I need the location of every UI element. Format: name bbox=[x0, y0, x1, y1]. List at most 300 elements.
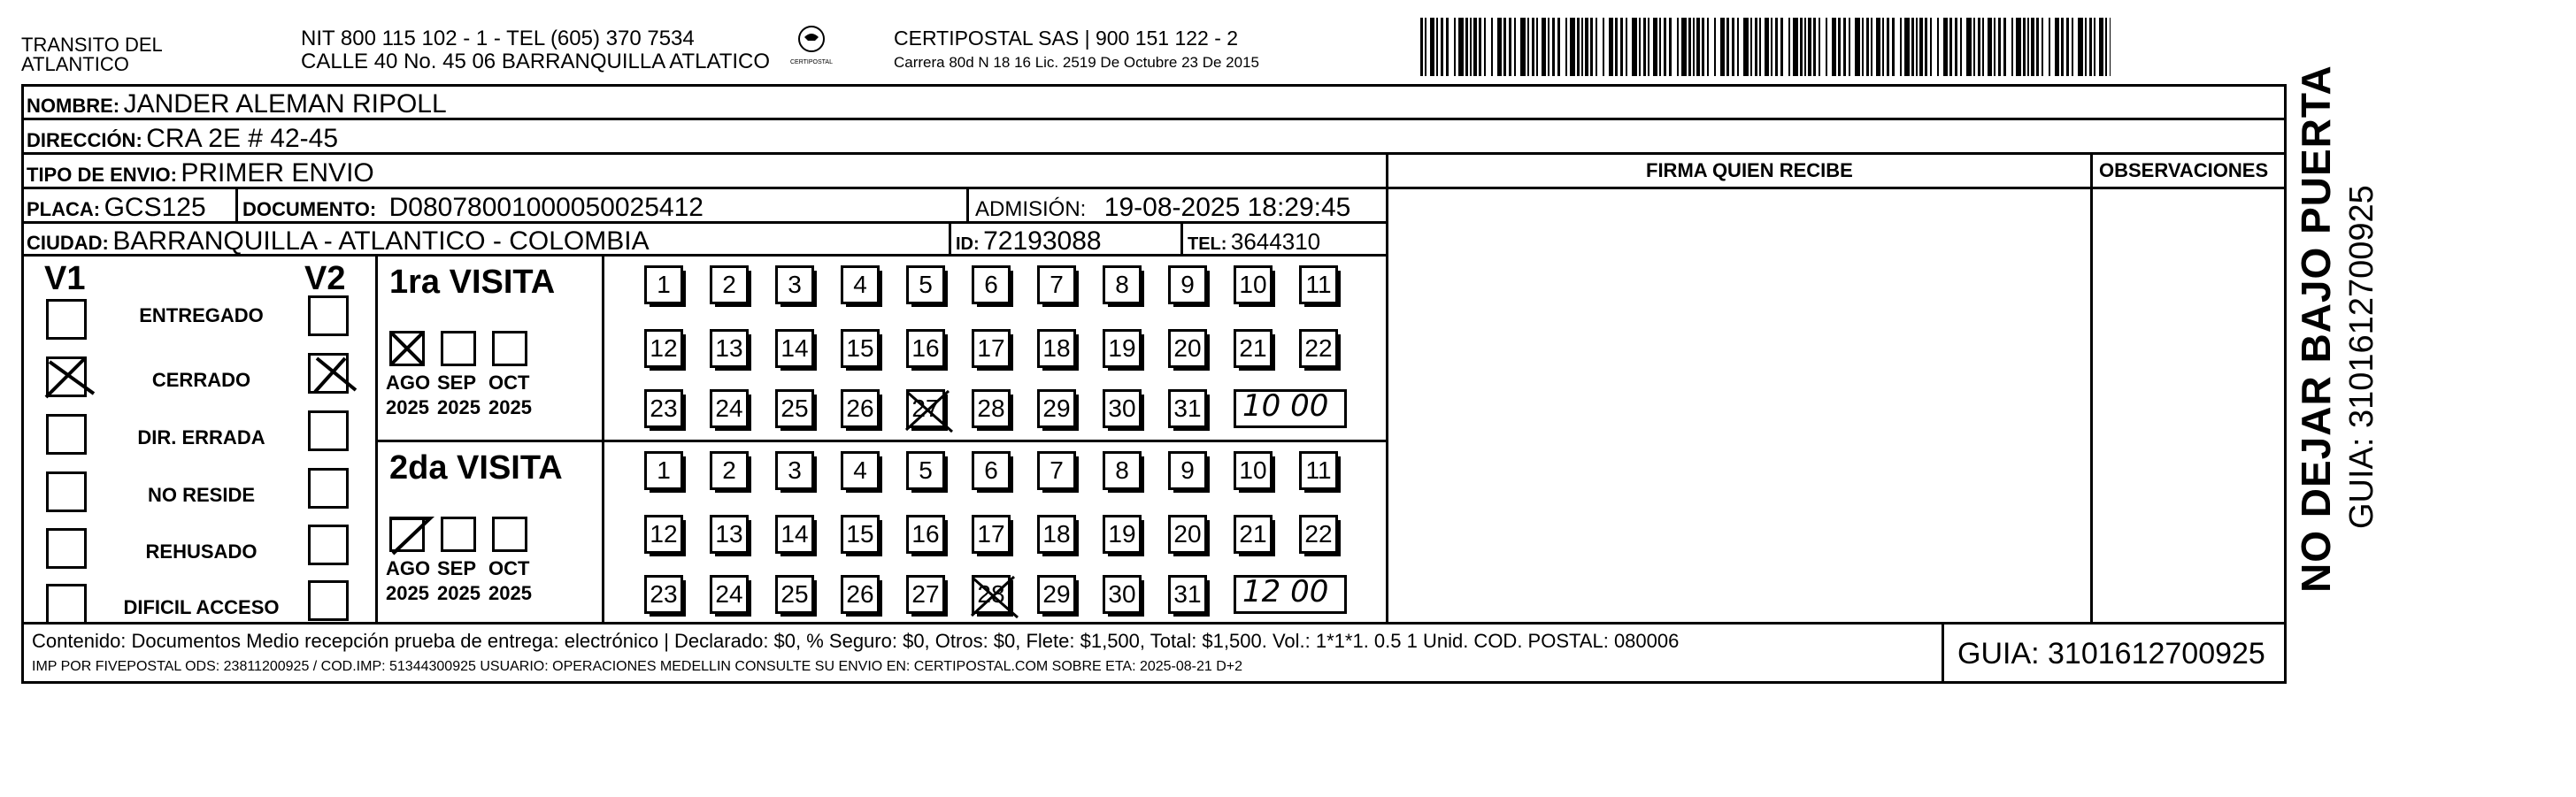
col-divider bbox=[1386, 152, 1388, 624]
barcode-bar bbox=[1892, 18, 1895, 76]
content-line: Contenido: Documentos Medio recepción prueba de entrega: electrónico | Declarado: $0, % Seguro: $0, Otros: $0, Flete: $1,500, Total: $1,500. Vol.: 1*1*1. 0.5 1 Unid. COD. POSTAL: 080006 bbox=[32, 630, 1680, 652]
day-number: 22 bbox=[1304, 334, 1333, 362]
day-number: 29 bbox=[1042, 580, 1071, 608]
day-number: 18 bbox=[1042, 520, 1071, 548]
barcode-bar bbox=[1527, 18, 1529, 76]
barcode-bar bbox=[1639, 18, 1641, 76]
side-guia: GUIA: 3101612700925 bbox=[2343, 185, 2380, 529]
day-box[interactable] bbox=[710, 451, 749, 490]
barcode-bar bbox=[1470, 18, 1472, 76]
day-box[interactable] bbox=[1103, 265, 1142, 304]
visit-title: 1ra VISITA bbox=[389, 264, 556, 301]
day-box[interactable] bbox=[775, 515, 814, 554]
barcode-bar bbox=[1780, 18, 1783, 76]
day-number: 13 bbox=[715, 334, 743, 362]
name-value: JANDER ALEMAN RIPOLL bbox=[123, 89, 447, 119]
address-row bbox=[27, 126, 338, 152]
barcode-bar bbox=[1653, 18, 1657, 76]
barcode-bar bbox=[1491, 18, 1493, 76]
id-value: 72193088 bbox=[983, 226, 1102, 256]
barcode-bar bbox=[1557, 18, 1560, 76]
barcode-bar bbox=[1904, 18, 1910, 76]
visit-title: 2da VISITA bbox=[389, 449, 563, 487]
barcode-bar bbox=[1643, 18, 1646, 76]
day-number: 1 bbox=[657, 456, 671, 484]
day-number: 23 bbox=[650, 580, 678, 608]
day-box[interactable] bbox=[1234, 329, 1273, 368]
barcode-bar bbox=[1788, 18, 1790, 76]
day-box[interactable] bbox=[1037, 329, 1076, 368]
day-box[interactable] bbox=[644, 575, 683, 614]
status-option-label: ENTREGADO bbox=[139, 304, 264, 326]
barcode-bar bbox=[1759, 18, 1761, 76]
day-number: 26 bbox=[846, 395, 874, 422]
day-number: 28 bbox=[977, 580, 1005, 608]
day-number: 25 bbox=[780, 395, 809, 422]
barcode-bar bbox=[1855, 18, 1860, 76]
day-box[interactable] bbox=[775, 265, 814, 304]
check-mark-icon bbox=[386, 513, 435, 562]
barcode-bar bbox=[1937, 18, 1939, 76]
barcode-bar bbox=[1659, 18, 1661, 76]
barcode bbox=[1420, 18, 2112, 76]
barcode-bar bbox=[1813, 18, 1816, 76]
day-box[interactable] bbox=[1103, 451, 1142, 490]
day-box[interactable] bbox=[1234, 515, 1273, 554]
row-divider bbox=[21, 152, 2287, 155]
barcode-bar bbox=[1565, 18, 1567, 76]
day-number: 5 bbox=[919, 271, 933, 298]
barcode-bar bbox=[1648, 18, 1649, 76]
barcode-bar bbox=[1988, 18, 1992, 76]
barcode-bar bbox=[1982, 18, 1984, 76]
day-box[interactable] bbox=[906, 515, 945, 554]
barcode-bar bbox=[1430, 18, 1434, 76]
cell-divider bbox=[949, 221, 951, 255]
year-label: 2025 bbox=[437, 396, 481, 418]
barcode-bar bbox=[1681, 18, 1687, 76]
col-divider bbox=[2090, 152, 2093, 624]
barcode-bar bbox=[1737, 18, 1739, 76]
v2-label: V2 bbox=[304, 260, 346, 297]
day-box[interactable] bbox=[710, 515, 749, 554]
day-number: 15 bbox=[846, 520, 874, 548]
day-box[interactable] bbox=[841, 265, 880, 304]
day-number: 14 bbox=[780, 334, 809, 362]
document-cell bbox=[242, 195, 704, 221]
send-type-row bbox=[27, 160, 374, 187]
day-box[interactable] bbox=[644, 451, 683, 490]
day-number: 16 bbox=[911, 334, 940, 362]
city-cell bbox=[27, 228, 650, 255]
day-number: 27 bbox=[911, 580, 940, 608]
day-number: 30 bbox=[1108, 395, 1136, 422]
day-number: 24 bbox=[715, 580, 743, 608]
v2-checkbox[interactable] bbox=[308, 580, 349, 621]
visit-divider bbox=[602, 254, 604, 624]
month-label: SEP bbox=[437, 557, 477, 579]
day-box[interactable] bbox=[906, 451, 945, 490]
footer-divider bbox=[21, 622, 2287, 625]
day-box[interactable] bbox=[1037, 515, 1076, 554]
day-number: 1 bbox=[657, 271, 671, 298]
day-number: 7 bbox=[1050, 456, 1064, 484]
document-value: D08078001000050025412 bbox=[388, 193, 704, 222]
v1-checkbox[interactable] bbox=[46, 299, 87, 340]
v2-checkbox[interactable] bbox=[308, 525, 349, 565]
day-box[interactable] bbox=[1168, 451, 1207, 490]
side-warning: NO DEJAR BAJO PUERTA bbox=[2293, 65, 2339, 593]
barcode-bar bbox=[1542, 18, 1546, 76]
barcode-bar bbox=[1441, 18, 1443, 76]
barcode-bar bbox=[2016, 18, 2021, 76]
address-value: CRA 2E # 42-45 bbox=[146, 124, 339, 153]
barcode-bar bbox=[1826, 18, 1827, 76]
barcode-bar bbox=[1732, 18, 1734, 76]
day-box[interactable] bbox=[1168, 389, 1207, 428]
day-box[interactable] bbox=[1168, 265, 1207, 304]
barcode-bar bbox=[1804, 18, 1806, 76]
day-box[interactable] bbox=[841, 389, 880, 428]
day-number: 12 bbox=[650, 334, 678, 362]
day-number: 21 bbox=[1239, 334, 1267, 362]
day-box[interactable] bbox=[775, 451, 814, 490]
barcode-bar bbox=[1843, 18, 1846, 76]
day-box[interactable] bbox=[906, 575, 945, 614]
day-box[interactable] bbox=[1168, 575, 1207, 614]
admission-label: ADMISIÓN: bbox=[975, 197, 1087, 221]
day-box[interactable] bbox=[1037, 389, 1076, 428]
v2-checkbox[interactable] bbox=[308, 295, 349, 336]
month-label: OCT bbox=[488, 372, 530, 394]
day-box[interactable] bbox=[775, 575, 814, 614]
day-number: 27 bbox=[911, 395, 940, 422]
v1-checkbox[interactable] bbox=[46, 471, 87, 512]
barcode-bar bbox=[1765, 18, 1769, 76]
day-box[interactable] bbox=[1168, 515, 1207, 554]
address-line: CALLE 40 No. 45 06 BARRANQUILLA ATLATICO bbox=[301, 50, 771, 73]
check-mark-icon bbox=[310, 351, 363, 405]
barcode-bar bbox=[1819, 18, 1820, 76]
day-box[interactable] bbox=[1103, 515, 1142, 554]
nit-line: NIT 800 115 102 - 1 - TEL (605) 370 7534 bbox=[301, 27, 695, 50]
logo-text: CERTIPOSTAL bbox=[790, 59, 833, 65]
barcode-bar bbox=[1838, 18, 1841, 76]
day-box[interactable] bbox=[972, 451, 1011, 490]
barcode-bar bbox=[2049, 18, 2050, 76]
barcode-bar bbox=[1832, 18, 1836, 76]
v1-label: V1 bbox=[44, 260, 86, 297]
day-box[interactable] bbox=[1037, 451, 1076, 490]
day-box[interactable] bbox=[972, 329, 1011, 368]
barcode-bar bbox=[1536, 18, 1538, 76]
barcode-bar bbox=[1808, 18, 1811, 76]
logo-icon bbox=[790, 25, 833, 55]
check-mark-icon bbox=[386, 327, 430, 376]
day-box[interactable] bbox=[972, 515, 1011, 554]
day-number: 6 bbox=[984, 271, 998, 298]
barcode-bar bbox=[1849, 18, 1850, 76]
barcode-bar bbox=[1919, 18, 1923, 76]
day-box[interactable] bbox=[841, 515, 880, 554]
day-number: 17 bbox=[977, 334, 1005, 362]
name-row bbox=[27, 91, 447, 118]
barcode-bar bbox=[2105, 18, 2107, 76]
day-number: 30 bbox=[1108, 580, 1136, 608]
barcode-bar bbox=[2089, 18, 2092, 76]
barcode-bar bbox=[1688, 18, 1691, 76]
month-checkbox[interactable] bbox=[492, 331, 527, 366]
cell-divider bbox=[966, 187, 969, 222]
status-option-label: REHUSADO bbox=[145, 540, 258, 563]
day-mark-icon bbox=[968, 570, 1023, 627]
barcode-bar bbox=[2042, 18, 2043, 76]
barcode-bar bbox=[1497, 18, 1502, 76]
day-number: 6 bbox=[984, 456, 998, 484]
barcode-bar bbox=[2003, 18, 2006, 76]
day-number: 5 bbox=[919, 456, 933, 484]
certipostal-logo bbox=[790, 25, 833, 67]
day-box[interactable] bbox=[1037, 575, 1076, 614]
day-box[interactable] bbox=[1037, 265, 1076, 304]
day-number: 25 bbox=[780, 580, 809, 608]
barcode-bar bbox=[1479, 18, 1481, 76]
barcode-bar bbox=[1570, 18, 1575, 76]
barcode-bar bbox=[2036, 18, 2039, 76]
day-box[interactable] bbox=[644, 329, 683, 368]
barcode-bar bbox=[1548, 18, 1549, 76]
day-box[interactable] bbox=[841, 575, 880, 614]
v2-checkbox[interactable] bbox=[308, 410, 349, 451]
barcode-bar bbox=[1677, 18, 1679, 76]
barcode-bar bbox=[1750, 18, 1752, 76]
barcode-bar bbox=[1955, 18, 1957, 76]
day-number: 19 bbox=[1108, 520, 1136, 548]
day-number: 21 bbox=[1239, 520, 1267, 548]
day-box[interactable] bbox=[710, 265, 749, 304]
day-number: 4 bbox=[853, 271, 867, 298]
send-type-value: PRIMER ENVIO bbox=[181, 158, 374, 188]
barcode-bar bbox=[1998, 18, 2001, 76]
day-box[interactable] bbox=[710, 329, 749, 368]
city-label: CIUDAD: bbox=[27, 232, 109, 254]
tel-value: 3644310 bbox=[1230, 228, 1321, 255]
barcode-bar bbox=[1960, 18, 1962, 76]
barcode-bar bbox=[2055, 18, 2059, 76]
day-box[interactable] bbox=[775, 329, 814, 368]
barcode-bar bbox=[1603, 18, 1604, 76]
day-box[interactable] bbox=[1103, 575, 1142, 614]
time-note: 12 00 bbox=[1242, 574, 1329, 609]
day-box[interactable] bbox=[710, 575, 749, 614]
barcode-bar bbox=[1446, 18, 1449, 76]
day-number: 22 bbox=[1304, 520, 1333, 548]
day-box[interactable] bbox=[1168, 329, 1207, 368]
barcode-bar bbox=[1949, 18, 1952, 76]
day-number: 7 bbox=[1050, 271, 1064, 298]
barcode-bar bbox=[1693, 18, 1695, 76]
day-number: 2 bbox=[722, 271, 736, 298]
barcode-bar bbox=[1509, 18, 1511, 76]
city-value: BARRANQUILLA - ATLANTICO - COLOMBIA bbox=[112, 226, 650, 256]
year-label: 2025 bbox=[488, 582, 532, 604]
cell-divider bbox=[1180, 221, 1183, 255]
day-number: 31 bbox=[1173, 580, 1202, 608]
barcode-bar bbox=[2031, 18, 2034, 76]
barcode-bar bbox=[1552, 18, 1555, 76]
barcode-bar bbox=[1882, 18, 1884, 76]
org-line1: TRANSITO DEL bbox=[21, 34, 163, 56]
month-checkbox[interactable] bbox=[441, 331, 476, 366]
barcode-bar bbox=[1755, 18, 1757, 76]
day-number: 23 bbox=[650, 395, 678, 422]
day-box[interactable] bbox=[1234, 451, 1273, 490]
barcode-bar bbox=[1465, 18, 1468, 76]
barcode-bar bbox=[1514, 18, 1516, 76]
day-number: 4 bbox=[853, 456, 867, 484]
barcode-bar bbox=[1590, 18, 1593, 76]
footer-guia-divider bbox=[1942, 622, 1944, 684]
barcode-bar bbox=[1626, 18, 1627, 76]
day-box[interactable] bbox=[775, 389, 814, 428]
id-label: ID: bbox=[956, 234, 980, 254]
day-box[interactable] bbox=[644, 389, 683, 428]
day-number: 3 bbox=[788, 456, 802, 484]
barcode-bar bbox=[1702, 18, 1704, 76]
day-box[interactable] bbox=[972, 265, 1011, 304]
day-number: 24 bbox=[715, 395, 743, 422]
barcode-bar bbox=[1866, 18, 1869, 76]
name-label: NOMBRE: bbox=[27, 95, 120, 117]
day-number: 2 bbox=[722, 456, 736, 484]
barcode-bar bbox=[1454, 18, 1456, 76]
barcode-bar bbox=[1585, 18, 1588, 76]
admission-value: 19-08-2025 18:29:45 bbox=[1103, 193, 1351, 222]
plate-cell bbox=[27, 195, 206, 221]
day-number: 3 bbox=[788, 271, 802, 298]
day-number: 20 bbox=[1173, 334, 1202, 362]
admission-cell bbox=[975, 195, 1350, 221]
barcode-bar bbox=[1503, 18, 1506, 76]
day-box[interactable] bbox=[710, 389, 749, 428]
barcode-bar bbox=[1577, 18, 1580, 76]
barcode-bar bbox=[1916, 18, 1918, 76]
barcode-bar bbox=[2011, 18, 2013, 76]
address-label: DIRECCIÓN: bbox=[27, 129, 142, 151]
barcode-bar bbox=[1726, 18, 1729, 76]
barcode-bar bbox=[2066, 18, 2069, 76]
barcode-bar bbox=[1458, 18, 1464, 76]
barcode-bar bbox=[1973, 18, 1975, 76]
day-number: 28 bbox=[977, 395, 1005, 422]
status-option-label: CERRADO bbox=[151, 369, 251, 391]
status-option-label: DIFICIL ACCESO bbox=[123, 596, 280, 618]
day-number: 19 bbox=[1108, 334, 1136, 362]
col-header-divider bbox=[1386, 187, 2287, 189]
v1-checkbox[interactable] bbox=[46, 584, 87, 625]
document-label: DOCUMENTO: bbox=[242, 198, 377, 220]
day-box[interactable] bbox=[1103, 389, 1142, 428]
status-option-label: DIR. ERRADA bbox=[137, 426, 265, 448]
day-box[interactable] bbox=[841, 329, 880, 368]
barcode-bar bbox=[1911, 18, 1914, 76]
barcode-bar bbox=[1720, 18, 1725, 76]
barcode-bar bbox=[1596, 18, 1597, 76]
barcode-bar bbox=[1420, 18, 1423, 76]
day-box[interactable] bbox=[1234, 265, 1273, 304]
status-option-label: NO RESIDE bbox=[147, 484, 256, 506]
guia-box-text: GUIA: 3101612700925 bbox=[1957, 637, 2265, 671]
day-number: 12 bbox=[650, 520, 678, 548]
barcode-bar bbox=[2027, 18, 2029, 76]
barcode-bar bbox=[1900, 18, 1902, 76]
barcode-bar bbox=[1615, 18, 1618, 76]
plate-label: PLACA: bbox=[27, 198, 101, 220]
v2-checkbox[interactable] bbox=[308, 468, 349, 509]
barcode-bar bbox=[2110, 18, 2111, 76]
day-box[interactable] bbox=[1299, 515, 1338, 554]
barcode-bar bbox=[2094, 18, 2095, 76]
barcode-bar bbox=[1943, 18, 1948, 76]
v1-checkbox[interactable] bbox=[46, 414, 87, 455]
month-label: SEP bbox=[437, 372, 477, 394]
barcode-bar bbox=[1669, 18, 1672, 76]
day-box[interactable] bbox=[906, 265, 945, 304]
org-line2: ATLANTICO bbox=[21, 53, 129, 75]
status-divider bbox=[375, 254, 378, 624]
day-box[interactable] bbox=[644, 515, 683, 554]
tel-label: TEL: bbox=[1188, 234, 1227, 254]
cert-line1: CERTIPOSTAL SAS | 900 151 122 - 2 bbox=[894, 27, 1239, 50]
day-number: 20 bbox=[1173, 520, 1202, 548]
barcode-bar bbox=[1532, 18, 1534, 76]
barcode-bar bbox=[1707, 18, 1709, 76]
v1-checkbox[interactable] bbox=[46, 528, 87, 569]
day-box[interactable] bbox=[906, 329, 945, 368]
check-mark-icon bbox=[41, 353, 103, 407]
day-box[interactable] bbox=[644, 265, 683, 304]
barcode-bar bbox=[1425, 18, 1426, 76]
day-box[interactable] bbox=[841, 451, 880, 490]
barcode-bar bbox=[2099, 18, 2103, 76]
day-number: 11 bbox=[1305, 456, 1332, 484]
barcode-bar bbox=[1930, 18, 1932, 76]
month-label: AGO bbox=[386, 372, 431, 394]
visit-row-divider bbox=[375, 440, 1388, 442]
year-label: 2025 bbox=[437, 582, 481, 604]
day-box[interactable] bbox=[972, 389, 1011, 428]
day-number: 31 bbox=[1173, 395, 1202, 422]
day-number: 11 bbox=[1305, 271, 1332, 298]
month-label: OCT bbox=[488, 557, 530, 579]
day-box[interactable] bbox=[1299, 265, 1338, 304]
day-box[interactable] bbox=[1299, 329, 1338, 368]
day-number: 17 bbox=[977, 520, 1005, 548]
day-number: 8 bbox=[1115, 456, 1129, 484]
barcode-bar bbox=[1771, 18, 1772, 76]
month-checkbox[interactable] bbox=[441, 517, 476, 552]
cert-line2: Carrera 80d N 18 16 Lic. 2519 De Octubre 23 De 2015 bbox=[894, 54, 1259, 71]
barcode-bar bbox=[1800, 18, 1803, 76]
day-number: 9 bbox=[1180, 456, 1195, 484]
barcode-bar bbox=[1994, 18, 1995, 76]
day-box[interactable] bbox=[1103, 329, 1142, 368]
day-box[interactable] bbox=[1299, 451, 1338, 490]
month-checkbox[interactable] bbox=[492, 517, 527, 552]
day-number: 10 bbox=[1239, 456, 1267, 484]
barcode-bar bbox=[1876, 18, 1880, 76]
day-number: 29 bbox=[1042, 395, 1071, 422]
